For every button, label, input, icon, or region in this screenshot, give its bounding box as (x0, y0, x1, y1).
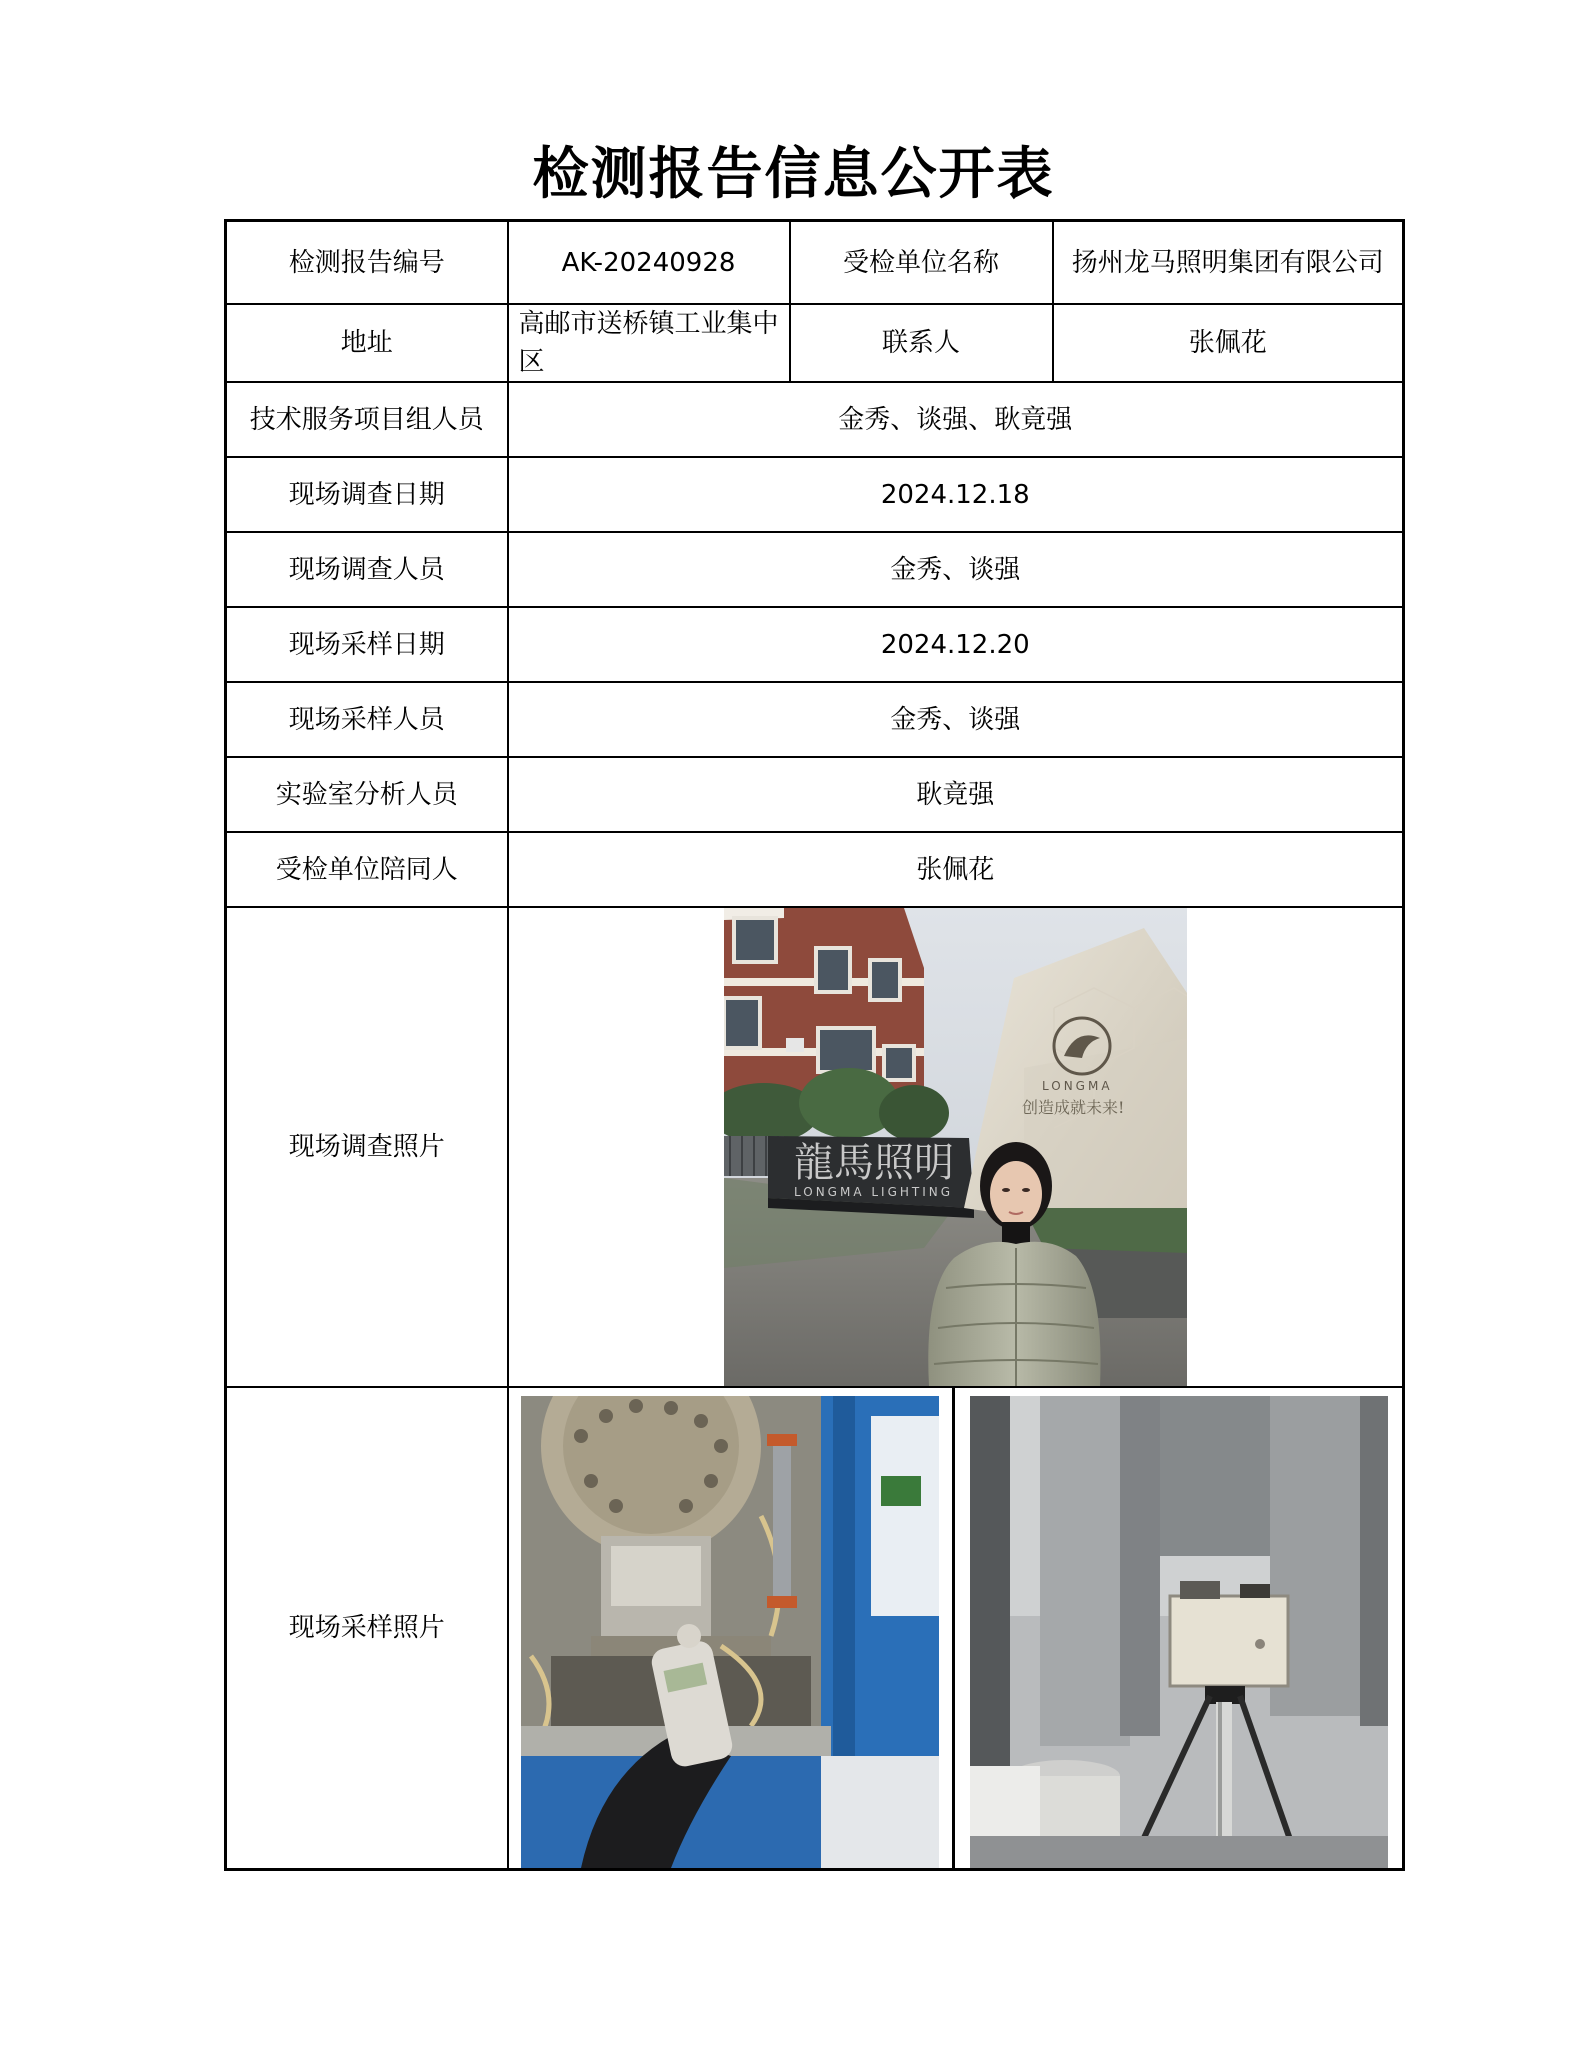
report-table (224, 219, 1405, 1871)
lab-staff-label: 实验室分析人员 (226, 757, 508, 832)
report-no-value: AK-20240928 (508, 221, 790, 305)
team-label: 技术服务项目组人员 (226, 382, 508, 457)
address-value: 高邮市送桥镇工业集中区 (508, 304, 790, 382)
survey-staff-label: 现场调查人员 (226, 532, 508, 607)
lab-staff-value: 耿竟强 (508, 757, 1404, 832)
sampling-date-label: 现场采样日期 (226, 607, 508, 682)
unit-name-value: 扬州龙马照明集团有限公司 (1053, 221, 1404, 305)
table-row (226, 457, 1404, 532)
escort-label: 受检单位陪同人 (226, 832, 508, 907)
sampling-photo-cell (508, 1387, 1404, 1870)
contact-label: 联系人 (790, 304, 1053, 382)
survey-date-label: 现场调查日期 (226, 457, 508, 532)
escort-value: 张佩花 (508, 832, 1404, 907)
sampling-photo-left-frame (509, 1388, 956, 1868)
survey-photo-cell (508, 907, 1404, 1387)
contact-value: 张佩花 (1053, 304, 1404, 382)
table-row (226, 532, 1404, 607)
report-no-label: 检测报告编号 (226, 221, 508, 305)
table-row (226, 757, 1404, 832)
page-title: 检测报告信息公开表 (532, 141, 1055, 207)
table-row (226, 221, 1404, 305)
sampling-photo-right-frame (955, 1388, 1402, 1868)
monument-logo-text: LONGMA (1041, 1079, 1113, 1093)
table-row (226, 1387, 1404, 1870)
address-label: 地址 (226, 304, 508, 382)
survey-photo-label: 现场调查照片 (226, 907, 508, 1387)
table-row (226, 607, 1404, 682)
table-row (226, 382, 1404, 457)
table-row (226, 832, 1404, 907)
sampling-staff-value: 金秀、谈强 (508, 682, 1404, 757)
team-value: 金秀、谈强、耿竟强 (508, 382, 1404, 457)
brand-sign-en-text: LONGMA LIGHTING (793, 1185, 953, 1199)
unit-name-label: 受检单位名称 (790, 221, 1053, 305)
table-row (226, 304, 1404, 382)
brand-sign-text: 龍馬照明 (793, 1140, 954, 1186)
survey-date-value: 2024.12.18 (508, 457, 1404, 532)
sampling-staff-label: 现场采样人员 (226, 682, 508, 757)
monument-slogan-text: 创造成就未来! (1021, 1098, 1125, 1117)
survey-photo (724, 908, 1187, 1386)
table-row (226, 682, 1404, 757)
sampling-photo-machine (521, 1396, 939, 1868)
sampling-photo-sampler (970, 1396, 1388, 1868)
sampling-photo-label: 现场采样照片 (226, 1387, 508, 1870)
survey-staff-value: 金秀、谈强 (508, 532, 1404, 607)
table-row (226, 907, 1404, 1387)
sampling-date-value: 2024.12.20 (508, 607, 1404, 682)
